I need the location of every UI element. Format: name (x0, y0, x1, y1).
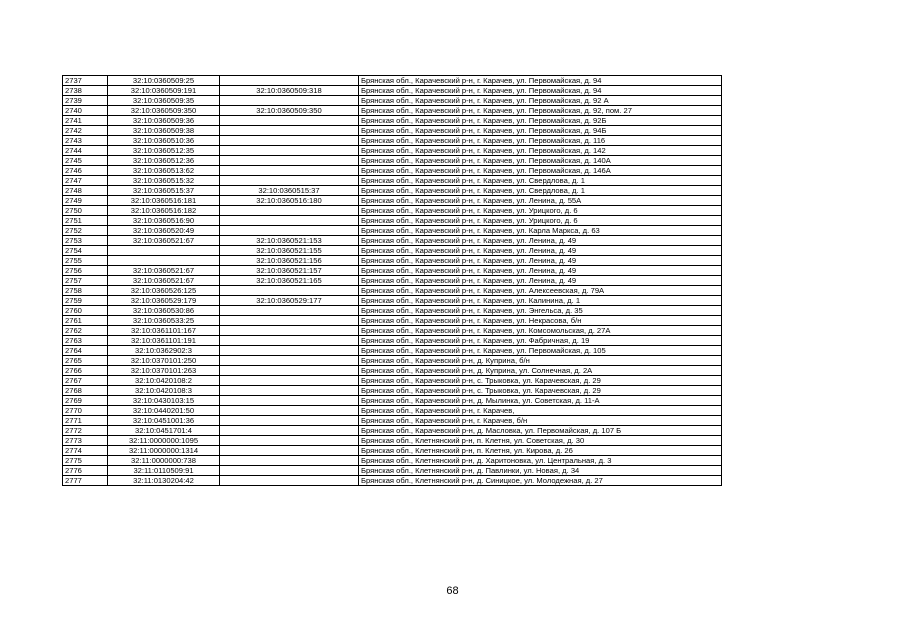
related-cadastral-number-cell (220, 176, 359, 186)
table-row (63, 466, 722, 476)
cadastral-number-cell: 32:10:0360515:37 (108, 186, 220, 196)
related-cadastral-number-cell (220, 76, 359, 86)
related-cadastral-number-cell (220, 386, 359, 396)
related-cadastral-number-cell: 32:10:0360516:180 (220, 196, 359, 206)
related-cadastral-number-cell (220, 366, 359, 376)
row-number-cell: 2760 (63, 306, 108, 316)
address-cell: Брянская обл., Карачевский р-н, г. Карачев, ул. Первомайская, д. 116 (359, 136, 722, 146)
row-number-cell: 2772 (63, 426, 108, 436)
cadastral-number-cell: 32:10:0370101:250 (108, 356, 220, 366)
page-number: 68 (446, 585, 459, 597)
table-row (63, 446, 722, 456)
row-number-cell: 2747 (63, 176, 108, 186)
related-cadastral-number-cell: 32:10:0360509:318 (220, 86, 359, 96)
related-cadastral-number-cell (220, 396, 359, 406)
related-cadastral-number-cell (220, 286, 359, 296)
table-row (63, 316, 722, 326)
related-cadastral-number-cell: 32:10:0360521:157 (220, 266, 359, 276)
cadastral-number-cell: 32:10:0420108:2 (108, 376, 220, 386)
address-cell: Брянская обл., Карачевский р-н, г. Карачев, ул. Ленина, д. 49 (359, 276, 722, 286)
table-row (63, 296, 722, 306)
address-cell: Брянская обл., Карачевский р-н, г. Карачев, ул. Первомайская, д. 94 (359, 76, 722, 86)
row-number-cell: 2751 (63, 216, 108, 226)
related-cadastral-number-cell (220, 376, 359, 386)
address-cell: Брянская обл., Карачевский р-н, д. Мылинка, ул. Советская, д. 11-А (359, 396, 722, 406)
address-cell: Брянская обл., Карачевский р-н, г. Карачев, ул. Первомайская, д. 94 (359, 86, 722, 96)
row-number-cell: 2769 (63, 396, 108, 406)
address-cell: Брянская обл., Карачевский р-н, г. Карачев, ул. Некрасова, б/н (359, 316, 722, 326)
registry-table-body (63, 76, 722, 486)
cadastral-number-cell: 32:10:0360509:191 (108, 86, 220, 96)
table-row (63, 376, 722, 386)
row-number-cell: 2737 (63, 76, 108, 86)
table-row (63, 146, 722, 156)
row-number-cell: 2739 (63, 96, 108, 106)
address-cell: Брянская обл., Карачевский р-н, г. Карачев, ул. Ленина, д. 49 (359, 256, 722, 266)
row-number-cell: 2742 (63, 126, 108, 136)
table-row (63, 236, 722, 246)
table-row (63, 436, 722, 446)
table-row (63, 266, 722, 276)
related-cadastral-number-cell (220, 136, 359, 146)
address-cell: Брянская обл., Карачевский р-н, г. Карачев, ул. Первомайская, д. 140А (359, 156, 722, 166)
row-number-cell: 2754 (63, 246, 108, 256)
related-cadastral-number-cell (220, 476, 359, 486)
cadastral-number-cell: 32:10:0370101:263 (108, 366, 220, 376)
cadastral-number-cell: 32:10:0360521:67 (108, 266, 220, 276)
cadastral-number-cell: 32:10:0360509:38 (108, 126, 220, 136)
address-cell: Брянская обл., Карачевский р-н, г. Карачев, ул. Ленина, д. 55А (359, 196, 722, 206)
cadastral-number-cell (108, 246, 220, 256)
table-row (63, 356, 722, 366)
row-number-cell: 2766 (63, 366, 108, 376)
related-cadastral-number-cell (220, 116, 359, 126)
row-number-cell: 2744 (63, 146, 108, 156)
related-cadastral-number-cell: 32:10:0360521:156 (220, 256, 359, 266)
row-number-cell: 2768 (63, 386, 108, 396)
related-cadastral-number-cell (220, 456, 359, 466)
address-cell: Брянская обл., Карачевский р-н, г. Карачев, ул. Первомайская, д. 105 (359, 346, 722, 356)
row-number-cell: 2756 (63, 266, 108, 276)
cadastral-number-cell: 32:10:0360509:36 (108, 116, 220, 126)
cadastral-number-cell: 32:11:0110509:91 (108, 466, 220, 476)
cadastral-number-cell: 32:10:0451701:4 (108, 426, 220, 436)
address-cell: Брянская обл., Клетнянский р-н, п. Клетня, ул. Советская, д. 30 (359, 436, 722, 446)
table-row (63, 186, 722, 196)
table-row (63, 226, 722, 236)
row-number-cell: 2752 (63, 226, 108, 236)
address-cell: Брянская обл., Карачевский р-н, г. Карачев, ул. Первомайская, д. 146А (359, 166, 722, 176)
related-cadastral-number-cell: 32:10:0360521:155 (220, 246, 359, 256)
row-number-cell: 2758 (63, 286, 108, 296)
table-row (63, 216, 722, 226)
row-number-cell: 2775 (63, 456, 108, 466)
related-cadastral-number-cell (220, 166, 359, 176)
table-row (63, 366, 722, 376)
table-row (63, 196, 722, 206)
row-number-cell: 2776 (63, 466, 108, 476)
related-cadastral-number-cell (220, 466, 359, 476)
address-cell: Брянская обл., Клетнянский р-н, д. Харитоновка, ул. Центральная, д. 3 (359, 456, 722, 466)
related-cadastral-number-cell (220, 216, 359, 226)
cadastral-number-cell: 32:10:0360510:36 (108, 136, 220, 146)
related-cadastral-number-cell (220, 406, 359, 416)
cadastral-number-cell: 32:10:0362902:3 (108, 346, 220, 356)
cadastral-number-cell: 32:10:0420108:3 (108, 386, 220, 396)
row-number-cell: 2745 (63, 156, 108, 166)
cadastral-number-cell: 32:10:0360516:181 (108, 196, 220, 206)
cadastral-number-cell (108, 256, 220, 266)
table-row (63, 86, 722, 96)
cadastral-number-cell: 32:10:0360530:86 (108, 306, 220, 316)
cadastral-number-cell: 32:10:0360516:90 (108, 216, 220, 226)
cadastral-number-cell: 32:10:0360509:35 (108, 96, 220, 106)
cadastral-number-cell: 32:10:0360515:32 (108, 176, 220, 186)
address-cell: Брянская обл., Карачевский р-н, с. Трыковка, ул. Карачевская, д. 29 (359, 376, 722, 386)
cadastral-number-cell: 32:10:0360521:67 (108, 236, 220, 246)
table-row (63, 126, 722, 136)
table-row (63, 346, 722, 356)
related-cadastral-number-cell (220, 126, 359, 136)
related-cadastral-number-cell: 32:10:0360521:153 (220, 236, 359, 246)
related-cadastral-number-cell: 32:10:0360521:165 (220, 276, 359, 286)
related-cadastral-number-cell (220, 206, 359, 216)
related-cadastral-number-cell (220, 346, 359, 356)
cadastral-number-cell: 32:10:0451001:36 (108, 416, 220, 426)
row-number-cell: 2763 (63, 336, 108, 346)
address-cell: Брянская обл., Карачевский р-н, г. Карачев, ул. Фабричная, д. 19 (359, 336, 722, 346)
row-number-cell: 2750 (63, 206, 108, 216)
related-cadastral-number-cell (220, 416, 359, 426)
table-row (63, 166, 722, 176)
row-number-cell: 2738 (63, 86, 108, 96)
related-cadastral-number-cell: 32:10:0360509:350 (220, 106, 359, 116)
table-row (63, 456, 722, 466)
table-row (63, 76, 722, 86)
table-row (63, 416, 722, 426)
related-cadastral-number-cell (220, 356, 359, 366)
address-cell: Брянская обл., Карачевский р-н, д. Масловка, ул. Первомайская, д. 107 Б (359, 426, 722, 436)
table-row (63, 136, 722, 146)
cadastral-number-cell: 32:10:0360512:36 (108, 156, 220, 166)
cadastral-number-cell: 32:10:0360512:35 (108, 146, 220, 156)
related-cadastral-number-cell (220, 156, 359, 166)
row-number-cell: 2762 (63, 326, 108, 336)
table-row (63, 246, 722, 256)
row-number-cell: 2741 (63, 116, 108, 126)
table-row (63, 256, 722, 266)
address-cell: Брянская обл., Клетнянский р-н, п. Клетня, ул. Кирова, д. 26 (359, 446, 722, 456)
cadastral-number-cell: 32:10:0440201:50 (108, 406, 220, 416)
address-cell: Брянская обл., Карачевский р-н, г. Карачев, б/н (359, 416, 722, 426)
cadastral-number-cell: 32:10:0360521:67 (108, 276, 220, 286)
cadastral-number-cell: 32:10:0360513:62 (108, 166, 220, 176)
row-number-cell: 2773 (63, 436, 108, 446)
related-cadastral-number-cell (220, 306, 359, 316)
address-cell: Брянская обл., Карачевский р-н, г. Карачев, ул. Калинина, д. 1 (359, 296, 722, 306)
table-row (63, 176, 722, 186)
cadastral-number-cell: 32:11:0130204:42 (108, 476, 220, 486)
table-row (63, 276, 722, 286)
row-number-cell: 2743 (63, 136, 108, 146)
row-number-cell: 2777 (63, 476, 108, 486)
table-row (63, 396, 722, 406)
address-cell: Брянская обл., Карачевский р-н, г. Карачев, ул. Энгельса, д. 35 (359, 306, 722, 316)
address-cell: Брянская обл., Карачевский р-н, г. Карачев, ул. Ленина, д. 49 (359, 246, 722, 256)
related-cadastral-number-cell: 32:10:0360515:37 (220, 186, 359, 196)
related-cadastral-number-cell (220, 96, 359, 106)
address-cell: Брянская обл., Карачевский р-н, г. Карачев, ул. Первомайская, д. 94Б (359, 126, 722, 136)
cadastral-number-cell: 32:10:0430103:15 (108, 396, 220, 406)
related-cadastral-number-cell (220, 146, 359, 156)
address-cell: Брянская обл., Карачевский р-н, г. Карачев, ул. Свердлова, д. 1 (359, 176, 722, 186)
row-number-cell: 2765 (63, 356, 108, 366)
address-cell: Брянская обл., Карачевский р-н, г. Карачев, ул. Первомайская, д. 92, пом. 27 (359, 106, 722, 116)
address-cell: Брянская обл., Карачевский р-н, г. Карачев, ул. Свердлова, д. 1 (359, 186, 722, 196)
row-number-cell: 2761 (63, 316, 108, 326)
cadastral-number-cell: 32:11:0000000:1095 (108, 436, 220, 446)
address-cell: Брянская обл., Карачевский р-н, г. Карачев, ул. Первомайская, д. 142 (359, 146, 722, 156)
table-row (63, 306, 722, 316)
row-number-cell: 2749 (63, 196, 108, 206)
row-number-cell: 2746 (63, 166, 108, 176)
related-cadastral-number-cell (220, 446, 359, 456)
table-row (63, 116, 722, 126)
row-number-cell: 2757 (63, 276, 108, 286)
table-row (63, 426, 722, 436)
cadastral-number-cell: 32:10:0360520:49 (108, 226, 220, 236)
address-cell: Брянская обл., Карачевский р-н, г. Карачев, ул. Первомайская, д. 92 А (359, 96, 722, 106)
related-cadastral-number-cell (220, 436, 359, 446)
table-row (63, 156, 722, 166)
address-cell: Брянская обл., Карачевский р-н, г. Карачев, ул. Первомайская, д. 92Б (359, 116, 722, 126)
row-number-cell: 2771 (63, 416, 108, 426)
table-row (63, 96, 722, 106)
address-cell: Брянская обл., Карачевский р-н, с. Трыковка, ул. Карачевская, д. 29 (359, 386, 722, 396)
table-row (63, 336, 722, 346)
table-row (63, 406, 722, 416)
related-cadastral-number-cell: 32:10:0360529:177 (220, 296, 359, 306)
related-cadastral-number-cell (220, 226, 359, 236)
address-cell: Брянская обл., Карачевский р-н, г. Карачев, (359, 406, 722, 416)
address-cell: Брянская обл., Карачевский р-н, д. Куприна, ул. Солнечная, д. 2А (359, 366, 722, 376)
row-number-cell: 2759 (63, 296, 108, 306)
cadastral-number-cell: 32:10:0360516:182 (108, 206, 220, 216)
cadastral-number-cell: 32:10:0360533:25 (108, 316, 220, 326)
address-cell: Брянская обл., Карачевский р-н, г. Карачев, ул. Урицкого, д. 6 (359, 216, 722, 226)
table-row (63, 476, 722, 486)
address-cell: Брянская обл., Карачевский р-н, г. Карачев, ул. Карла Маркса, д. 63 (359, 226, 722, 236)
row-number-cell: 2767 (63, 376, 108, 386)
address-cell: Брянская обл., Карачевский р-н, г. Карачев, ул. Комсомольская, д. 27А (359, 326, 722, 336)
table-row (63, 386, 722, 396)
cadastral-number-cell: 32:10:0360529:179 (108, 296, 220, 306)
related-cadastral-number-cell (220, 426, 359, 436)
cadastral-number-cell: 32:10:0360526:125 (108, 286, 220, 296)
row-number-cell: 2770 (63, 406, 108, 416)
address-cell: Брянская обл., Карачевский р-н, г. Карачев, ул. Урицкого, д. 6 (359, 206, 722, 216)
address-cell: Брянская обл., Карачевский р-н, д. Куприна, б/н (359, 356, 722, 366)
registry-table (62, 75, 722, 486)
address-cell: Брянская обл., Клетнянский р-н, д. Синицкое, ул. Молодежная, д. 27 (359, 476, 722, 486)
row-number-cell: 2748 (63, 186, 108, 196)
related-cadastral-number-cell (220, 336, 359, 346)
table-row (63, 206, 722, 216)
table-row (63, 326, 722, 336)
row-number-cell: 2774 (63, 446, 108, 456)
row-number-cell: 2764 (63, 346, 108, 356)
cadastral-number-cell: 32:11:0000000:738 (108, 456, 220, 466)
address-cell: Брянская обл., Клетнянский р-н, д. Павлинки, ул. Новая, д. 34 (359, 466, 722, 476)
row-number-cell: 2753 (63, 236, 108, 246)
cadastral-number-cell: 32:10:0360509:350 (108, 106, 220, 116)
cadastral-number-cell: 32:10:0360509:25 (108, 76, 220, 86)
row-number-cell: 2755 (63, 256, 108, 266)
table-row (63, 106, 722, 116)
cadastral-number-cell: 32:10:0361101:167 (108, 326, 220, 336)
cadastral-number-cell: 32:11:0000000:1314 (108, 446, 220, 456)
row-number-cell: 2740 (63, 106, 108, 116)
address-cell: Брянская обл., Карачевский р-н, г. Карачев, ул. Алексеевская, д. 79А (359, 286, 722, 296)
address-cell: Брянская обл., Карачевский р-н, г. Карачев, ул. Ленина, д. 49 (359, 266, 722, 276)
related-cadastral-number-cell (220, 316, 359, 326)
table-row (63, 286, 722, 296)
cadastral-number-cell: 32:10:0361101:191 (108, 336, 220, 346)
related-cadastral-number-cell (220, 326, 359, 336)
address-cell: Брянская обл., Карачевский р-н, г. Карачев, ул. Ленина, д. 49 (359, 236, 722, 246)
